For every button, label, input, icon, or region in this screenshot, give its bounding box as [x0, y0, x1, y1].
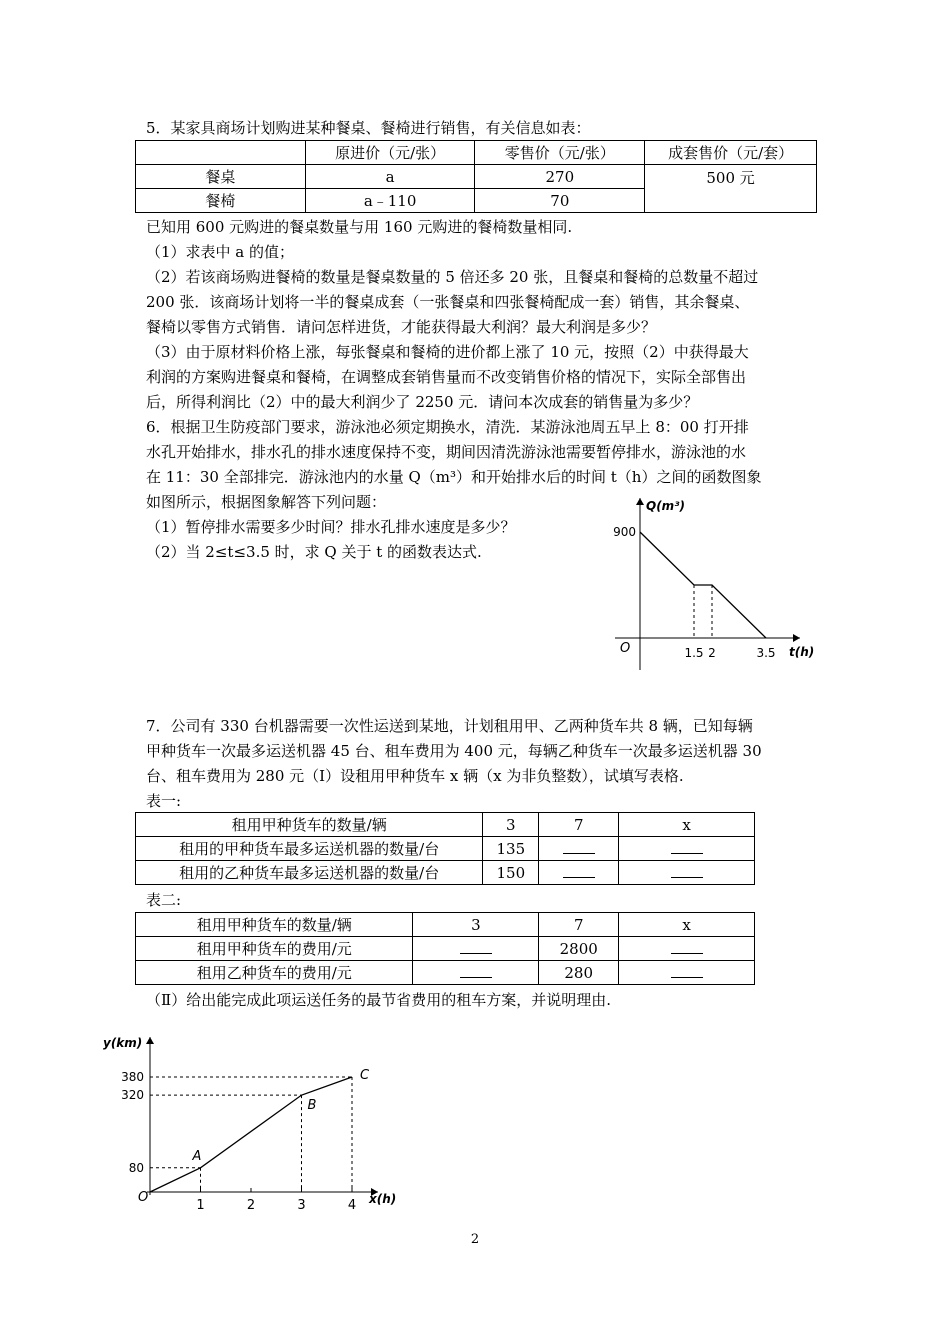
answer-blank[interactable] — [619, 937, 755, 961]
table-cell: 70 — [475, 189, 645, 213]
answer-blank[interactable] — [619, 961, 755, 985]
q5-line: 利润的方案购进餐桌和餐椅，在调整成套销售量而不改变销售价格的情况下，实际全部售出 — [146, 368, 747, 386]
y-tick-label: 320 — [121, 1088, 144, 1103]
table-cell: 2800 — [539, 937, 619, 961]
table-one — [135, 812, 755, 885]
y-tick-label: 80 — [128, 1160, 144, 1175]
table-cell: 3 — [483, 813, 539, 837]
y-tick-label: 900 — [613, 525, 636, 539]
q6-line: 6．根据卫生防疫部门要求，游泳池必须定期换水，清洗．某游泳池周五早上 8：00 打开排 — [146, 418, 749, 436]
table-row — [136, 141, 817, 165]
y-axis-label: y(km) — [103, 1036, 143, 1050]
q6-line: 如图所示，根据图象解答下列问题： — [146, 493, 387, 511]
table-cell: 成套售价（元/套） — [645, 141, 817, 165]
x-tick-label: 3 — [297, 1198, 306, 1213]
water-volume-chart — [600, 490, 820, 675]
q5-line: 200 张．该商场计划将一半的餐桌成套（一张餐桌和四张餐椅配成一套）销售，其余餐桌、 — [146, 293, 750, 311]
q6-line: 水孔开始排水，排水孔的排水速度保持不变，期间因清洗游泳池需要暂停排水，游泳池的水 — [146, 443, 747, 461]
table-cell: 原进价（元/张） — [305, 141, 475, 165]
answer-blank[interactable] — [413, 937, 539, 961]
table-cell: 租用甲种货车的费用/元 — [136, 937, 413, 961]
table-cell: 租用甲种货车的数量/辆 — [136, 813, 483, 837]
table-row — [136, 913, 755, 937]
table2-label: 表二: — [146, 891, 182, 909]
table-row — [136, 961, 755, 985]
page-number: 2 — [470, 1232, 480, 1247]
table-cell: 150 — [483, 861, 539, 885]
point-label: B — [307, 1098, 317, 1114]
table-cell: 租用的乙种货车最多运送机器的数量/台 — [136, 861, 483, 885]
table-cell: x — [619, 913, 755, 937]
q7-line: 7．公司有 330 台机器需要一次性运送到某地，计划租用甲、乙两种货车共 8 辆，已知每辆 — [146, 717, 753, 735]
table-cell: 270 — [475, 165, 645, 189]
table-two — [135, 912, 755, 985]
table-cell: 租用甲种货车的数量/辆 — [136, 913, 413, 937]
y-axis-arrow — [146, 1037, 154, 1044]
table-cell: 餐椅 — [136, 189, 306, 213]
x-tick-label: 2 — [708, 646, 716, 660]
q5-table — [135, 140, 817, 213]
table-cell: 餐桌 — [136, 165, 306, 189]
q7-line: 甲种货车一次最多运送机器 45 台、租车费用为 400 元，每辆乙种货车一次最多运送机器 30 — [146, 742, 762, 760]
answer-blank[interactable] — [619, 837, 755, 861]
q5-line: 餐椅以零售方式销售．请问怎样进货，才能获得最大利润？最大利润是多少？ — [146, 318, 657, 336]
y-axis-arrow — [636, 498, 644, 505]
q6-line: （1）暂停排水需要多少时间？排水孔排水速度是多少？ — [146, 518, 516, 536]
table-cell: x — [619, 813, 755, 837]
answer-blank[interactable] — [539, 861, 619, 885]
q5-line: （3）由于原材料价格上涨，每张餐桌和餐椅的进价都上涨了 10 元，按照（2）中获得最大 — [146, 343, 749, 361]
distance-time-chart — [95, 1025, 415, 1215]
table-row — [136, 813, 755, 837]
table-row — [136, 937, 755, 961]
q7-part2: （Ⅱ）给出能完成此项运送任务的最节省费用的租车方案，并说明理由. — [146, 991, 611, 1009]
x-axis-label: t(h) — [789, 645, 815, 659]
table-cell: 零售价（元/张） — [475, 141, 645, 165]
x-tick-label: 1 — [196, 1198, 205, 1213]
q6-line: （2）当 2≤t≤3.5 时，求 Q 关于 t 的函数表达式. — [146, 543, 482, 561]
q5-line: 已知用 600 元购进的餐桌数量与用 160 元购进的餐椅数量相同. — [146, 218, 573, 236]
series-line — [150, 1077, 352, 1192]
table1-label: 表一: — [146, 792, 182, 810]
answer-blank[interactable] — [413, 961, 539, 985]
table-cell: a — [305, 165, 475, 189]
table-cell: 280 — [539, 961, 619, 985]
q5-line: （2）若该商场购进餐椅的数量是餐桌数量的 5 倍还多 20 张，且餐桌和餐椅的总数量不超过 — [146, 268, 759, 286]
table-cell: 7 — [539, 913, 619, 937]
series-line — [640, 532, 766, 638]
point-label: A — [192, 1148, 202, 1164]
x-tick-label: 3.5 — [756, 646, 776, 660]
table-cell: 135 — [483, 837, 539, 861]
table-cell: 7 — [539, 813, 619, 837]
table-cell — [136, 141, 306, 165]
y-tick-label: 380 — [121, 1070, 144, 1084]
table-cell: 3 — [413, 913, 539, 937]
table-cell: 租用的甲种货车最多运送机器的数量/台 — [136, 837, 483, 861]
table-row — [136, 165, 817, 189]
x-tick-label: 4 — [347, 1198, 357, 1213]
q7-line: 台、租车费用为 280 元（Ⅰ）设租用甲种货车 x 辆（x 为非负整数），试填写表格. — [146, 767, 684, 785]
answer-blank[interactable] — [619, 861, 755, 885]
x-tick-label: 1.5 — [684, 646, 704, 660]
table-row — [136, 861, 755, 885]
x-axis-arrow — [793, 634, 800, 642]
table-cell: 500 元 — [645, 165, 817, 213]
table-cell: 租用乙种货车的费用/元 — [136, 961, 413, 985]
y-axis-label: Q(m³) — [646, 499, 685, 513]
q5-line: 后，所得利润比（2）中的最大利润少了 2250 元．请问本次成套的销售量为多少？ — [146, 393, 699, 411]
q5-line: （1）求表中 a 的值； — [146, 243, 295, 261]
table-cell: a﹣110 — [305, 189, 475, 213]
q5-intro: 5．某家具商场计划购进某种餐桌、餐椅进行销售，有关信息如表： — [146, 119, 591, 137]
origin-label: O — [138, 1190, 149, 1205]
x-tick-label: 2 — [246, 1198, 256, 1213]
origin-label: O — [620, 641, 631, 656]
table-row — [136, 837, 755, 861]
point-label: C — [360, 1068, 370, 1083]
x-axis-label: x(h) — [369, 1192, 397, 1206]
q6-line: 在 11：30 全部排完．游泳池内的水量 Q（m³）和开始排水后的时间 t（h）之间的函数图象 — [146, 468, 762, 486]
answer-blank[interactable] — [539, 837, 619, 861]
